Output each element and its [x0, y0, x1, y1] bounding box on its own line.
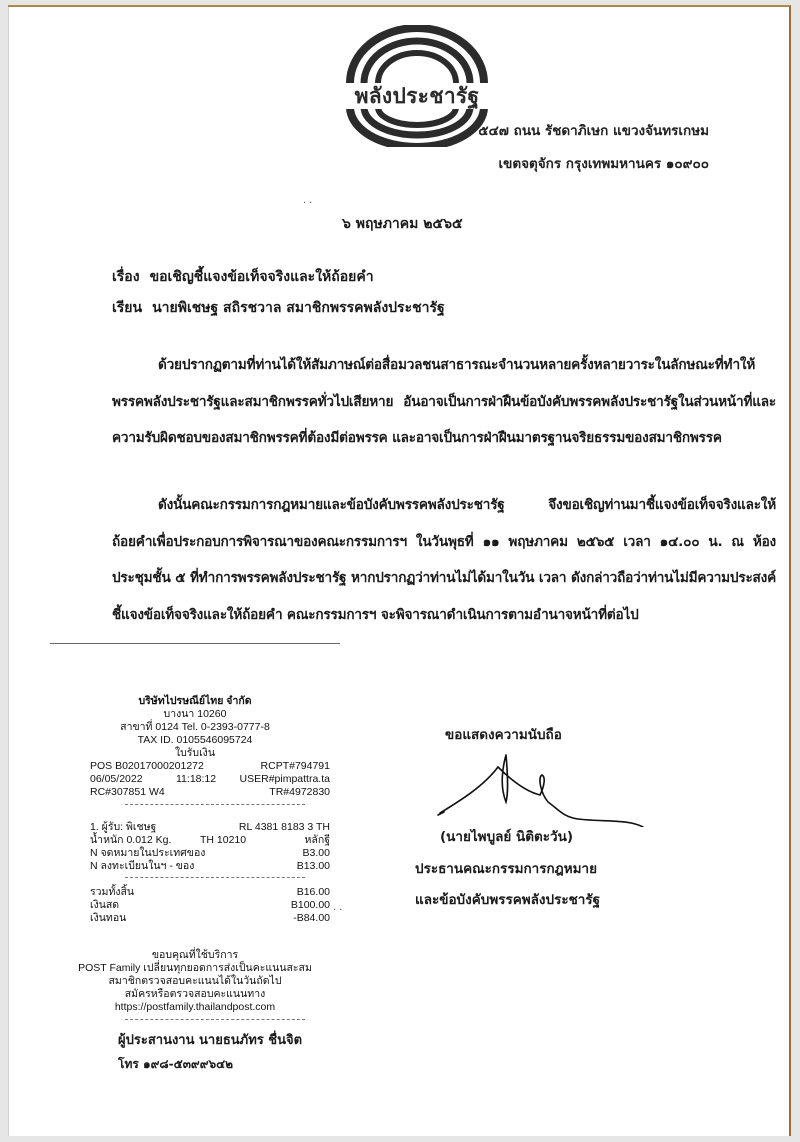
receipt-pos: POS B02017000201272 [90, 760, 204, 772]
receipt-rc: RC#307851 W4 [90, 786, 165, 798]
receipt-rcpt: RCPT#794791 [260, 760, 330, 772]
party-logo [342, 25, 492, 147]
receipt-recipient: 1. ผู้รับ: พิเชษฐ [90, 821, 157, 833]
logo-text: พลังประชารัฐ [342, 83, 492, 109]
body-paragraph-1-text: ด้วยปรากฏตามที่ท่านได้ให้สัมภาษณ์ต่อสื่อมวลชนสาธารณะจำนวนหลายครั้งหลายวาระในลักษณะที่ทำให้พรรคพลังประชารัฐและสมาชิกพรรคทั่วไปเสียหาย อันอาจเป็นการฝ่าฝืนข้อบังคับพรรคพลังประชารัฐในส่วนหน้าที่และความรับผิดชอบของสมาชิกพรรคที่ต้องมีต่อพรรค และอาจเป็นการฝ่าฝืนมาตรฐานจริยธรรมของสมาชิกพรรค [112, 357, 776, 446]
receipt-separator [125, 1019, 305, 1020]
receipt-item-row-1 [90, 821, 330, 834]
signature-scribble-icon [428, 747, 658, 827]
receipt-footer-url: https://postfamily.thailandpost.com [114, 1001, 276, 1013]
receipt-edge [50, 643, 340, 644]
receipt-phone: โทร ๑๙๘-๕๓๙๙๖๔๒ [118, 1057, 234, 1071]
receipt-separator [125, 804, 305, 805]
subject-text: ขอเชิญชี้แจงข้อเท็จจริงและให้ถ้อยคำ [149, 269, 374, 285]
scan-speck: .. [333, 902, 346, 913]
receipt-charge-label: N จดหมายในประเทศของ [90, 847, 206, 859]
receipt-change-row [90, 912, 330, 925]
letter-date: ๖ พฤษภาคม ๒๕๖๕ [342, 216, 463, 232]
receipt-tax-id: TAX ID. 0105546095724 [137, 734, 253, 746]
receipt-datetime-row [90, 773, 330, 786]
body-paragraph-1 [112, 347, 776, 457]
address-line-2: เขตจตุจักร กรุงเทพมหานคร ๑๐๙๐๐ [498, 156, 709, 172]
receipt-cash-amount: B100.00 [290, 899, 330, 911]
receipt-separator [125, 877, 305, 878]
recipient-line [112, 297, 445, 319]
receipt-change-amount: -B84.00 [293, 912, 330, 924]
signature-closing: ขอแสดงความนับถือ [445, 727, 562, 743]
receipt-branch-name: บางนา 10260 [163, 708, 227, 720]
receipt-change-label: เงินทอน [90, 912, 127, 924]
receipt-postcode: TH 10210 [200, 834, 247, 846]
receipt-doc-type: ใบรับเงิน [175, 747, 215, 759]
receipt-company: บริษัทไปรษณีย์ไทย จำกัด [138, 695, 252, 707]
signatory-title-line-2: และข้อบังคับพรรคพลังประชารัฐ [415, 892, 601, 908]
receipt-charge-amount: B3.00 [302, 847, 330, 859]
receipt-total-row [90, 886, 330, 899]
receipt-coordinator: ผู้ประสานงาน นายธนภัทร ชื่นจิต [118, 1033, 303, 1048]
receipt-proof-label: หลักฐี [304, 834, 330, 846]
signatory-title-line-1: ประธานคณะกรรมการกฎหมาย [415, 861, 598, 877]
receipt-item-row-2 [90, 834, 330, 847]
subject-line [112, 266, 374, 288]
to-label: เรียน [112, 300, 143, 316]
receipt-charge-row [90, 847, 330, 860]
receipt-pos-row [90, 760, 330, 773]
receipt-footer-line: POST Family เปลี่ยนทุกยอดการส่งเป็นคะแนนสะสม [78, 962, 312, 974]
receipt-footer-line: สมัครหรือตรวจสอบคะแนนทาง [124, 988, 266, 1000]
subject-label: เรื่อง [112, 269, 140, 285]
receipt-total-amount: B16.00 [296, 886, 330, 898]
receipt-charge-label: N ลงทะเบียนในฯ - ของ [90, 860, 195, 872]
to-text: นายพิเชษฐ สถิรชวาล สมาชิกพรรคพลังประชารัฐ [152, 300, 445, 316]
receipt-charge-amount: B13.00 [296, 860, 330, 872]
receipt-user: USER#pimpattra.ta [239, 773, 330, 785]
receipt-footer-line: ขอบคุณที่ใช้บริการ [151, 949, 239, 961]
receipt-charge-row [90, 860, 330, 873]
scanned-letter-page [8, 5, 791, 1136]
receipt-tr: TR#4972830 [269, 786, 330, 798]
receipt-rc-row [90, 786, 330, 799]
receipt-date: 06/05/2022 [90, 773, 143, 785]
body-paragraph-2-text: ดังนั้นคณะกรรมการกฎหมายและข้อบังคับพรรคพลังประชารัฐ จึงขอเชิญท่านมาชี้แจงข้อเท็จจริงและให้ถ้อยคำเพื่อประกอบการพิจารณาของคณะกรรมการฯ ในวันพุธที่ ๑๑ พฤษภาคม ๒๕๖๕ เวลา ๑๔.๐๐ น. ณ ห้องประชุมชั้น ๕ ที่ทำการพรรคพลังประชารัฐ หากปรากฏว่าท่านไม่ได้มาในวัน เวลา ดังกล่าวถือว่าท่านไม่มีความประสงค์ชี้แจงข้อเท็จจริงและให้ถ้อยคำ คณะกรรมการฯ จะพิจารณาดำเนินการตามอำนาจหน้าที่ต่อไป [112, 497, 776, 623]
receipt-total-label: รวมทั้งสิ้น [90, 886, 135, 898]
address-line-1: ๕๔๗ ถนน รัชดาภิเษก แขวงจันทรเกษม [478, 123, 709, 139]
receipt-cash-label: เงินสด [90, 899, 120, 911]
handwritten-signature [428, 747, 658, 827]
receipt-branch-info: สาขาที่ 0124 Tel. 0-2393-0777-8 [120, 721, 270, 733]
signatory-name: (นายไพบูลย์ นิติตะวัน) [440, 829, 574, 845]
scan-speck: .. [303, 195, 316, 206]
receipt-time: 11:18:12 [176, 773, 217, 785]
receipt-footer-line: สมาชิกตรวจสอบคะแนนได้ในวันถัดไป [108, 975, 282, 987]
body-paragraph-2 [112, 487, 776, 633]
receipt-weight: น้ำหนัก 0.012 Kg. [90, 834, 172, 846]
receipt-tracking: RL 4381 8183 3 TH [238, 821, 330, 833]
receipt-cash-row [90, 899, 330, 912]
